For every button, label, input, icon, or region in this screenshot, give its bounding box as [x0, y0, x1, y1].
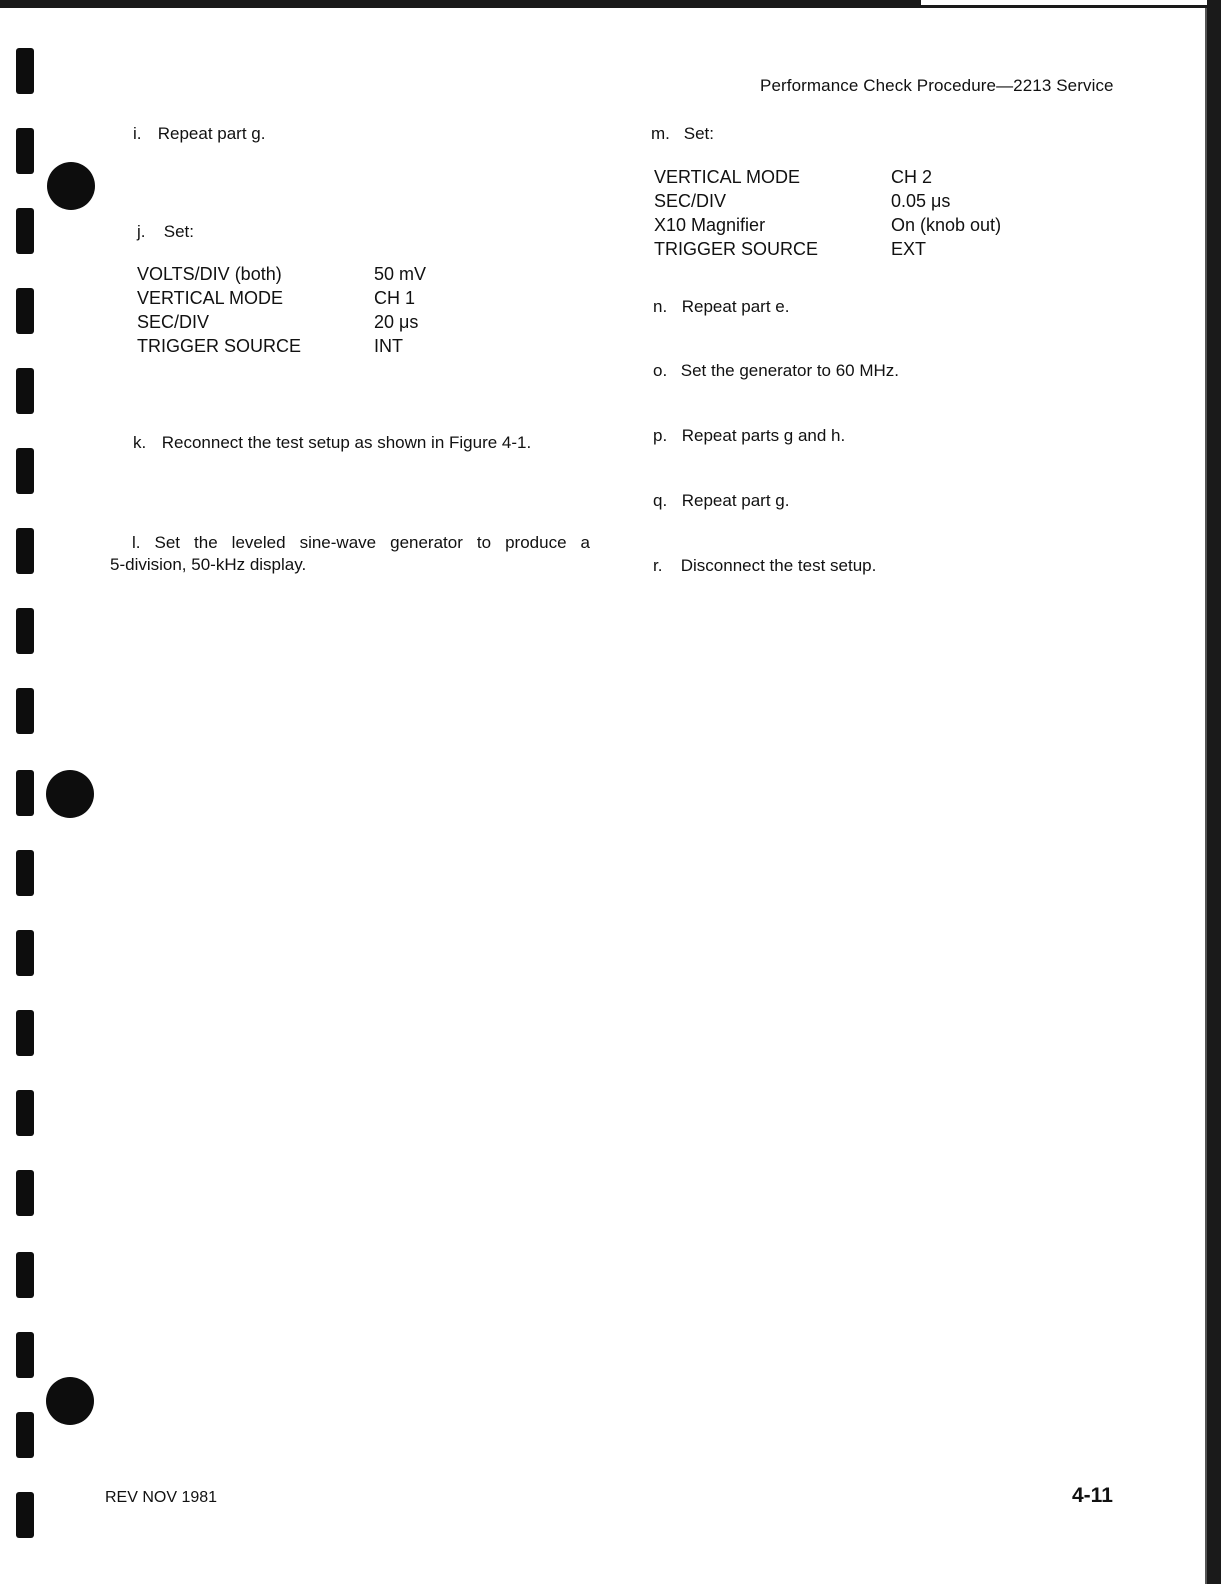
setting-value: CH 1: [374, 288, 416, 308]
step-l-line1: l. Set the leveled sine-wave generator to produce a: [132, 533, 590, 552]
binder-mark: [16, 528, 34, 574]
setting-name: VOLTS/DIV (both): [137, 264, 282, 284]
step-letter: o.: [653, 361, 668, 380]
step-k: [133, 432, 531, 454]
setting-value: On (knob out): [891, 215, 1002, 235]
step-text: Repeat part g.: [157, 124, 266, 143]
scan-top-edge: [0, 0, 1221, 8]
binder-mark: [16, 1252, 34, 1298]
step-text: Set the generator to 60 MHz.: [680, 361, 900, 380]
binder-mark: [16, 368, 34, 414]
step-text: Repeat part g.: [681, 491, 790, 510]
step-letter: j.: [137, 222, 146, 241]
settings-row: [137, 286, 426, 310]
binder-mark: [16, 128, 34, 174]
settings-row: [654, 237, 1001, 261]
step-text: Reconnect the test setup as shown in Figure 4-1.: [161, 433, 532, 452]
setting-value: CH 2: [891, 167, 933, 187]
step-i: [133, 123, 265, 145]
step-letter: k.: [133, 433, 147, 452]
scan-right-edge-shadow: [1205, 8, 1207, 1584]
step-letter: r.: [653, 556, 663, 575]
revision-date: REV NOV 1981: [105, 1489, 218, 1506]
setting-value: 0.05 μs: [891, 191, 951, 211]
binder-mark: [16, 1412, 34, 1458]
step-letter: m.: [651, 124, 670, 143]
binder-mark: [16, 1332, 34, 1378]
binder-mark: [16, 1492, 34, 1538]
settings-row: [654, 189, 1001, 213]
binder-hole: [46, 1377, 94, 1425]
step-text: Repeat parts g and h.: [681, 426, 846, 445]
settings-table-j: [137, 262, 426, 358]
setting-value: INT: [374, 336, 403, 356]
step-l-line2: 5-division, 50-kHz display.: [110, 555, 307, 574]
scan-right-edge: [1207, 0, 1221, 1584]
setting-value: 20 μs: [374, 312, 419, 332]
binder-mark: [16, 930, 34, 976]
binder-mark: [16, 1010, 34, 1056]
step-n: [653, 296, 789, 318]
step-text: Disconnect the test setup.: [680, 556, 877, 575]
step-text: Set:: [163, 222, 194, 241]
step-r: [653, 555, 876, 577]
binder-mark: [16, 208, 34, 254]
step-letter: i.: [133, 124, 142, 143]
setting-name: X10 Magnifier: [654, 215, 766, 235]
binder-mark: [16, 688, 34, 734]
setting-name: SEC/DIV: [654, 191, 727, 211]
binder-hole: [46, 770, 94, 818]
step-letter: q.: [653, 491, 668, 510]
binder-mark: [16, 850, 34, 896]
step-p: [653, 425, 845, 447]
settings-row: [654, 165, 1001, 189]
setting-name: SEC/DIV: [137, 312, 210, 332]
setting-name: VERTICAL MODE: [654, 167, 801, 187]
step-j: [137, 221, 194, 243]
binder-mark: [16, 48, 34, 94]
setting-value: EXT: [891, 239, 927, 259]
step-o: [653, 360, 899, 382]
binder-hole: [47, 162, 95, 210]
setting-name: TRIGGER SOURCE: [654, 239, 819, 259]
step-letter: p.: [653, 426, 668, 445]
page-header-title: Performance Check Procedure—2213 Service: [760, 76, 1114, 95]
settings-row: [654, 213, 1001, 237]
step-m: [651, 123, 714, 145]
settings-table-m: [654, 165, 1001, 261]
step-l: [110, 532, 590, 576]
step-text: Set:: [683, 124, 714, 143]
page-number: 4-11: [1072, 1484, 1113, 1507]
binder-mark: [16, 608, 34, 654]
step-letter: n.: [653, 297, 668, 316]
setting-name: VERTICAL MODE: [137, 288, 284, 308]
setting-name: TRIGGER SOURCE: [137, 336, 302, 356]
settings-row: [137, 262, 426, 286]
setting-value: 50 mV: [374, 264, 427, 284]
binder-mark: [16, 288, 34, 334]
settings-row: [137, 310, 426, 334]
binder-mark: [16, 448, 34, 494]
binder-mark: [16, 1170, 34, 1216]
step-q: [653, 490, 789, 512]
step-text: Repeat part e.: [681, 297, 790, 316]
binder-mark: [16, 1090, 34, 1136]
settings-row: [137, 334, 426, 358]
binder-mark: [16, 770, 34, 816]
